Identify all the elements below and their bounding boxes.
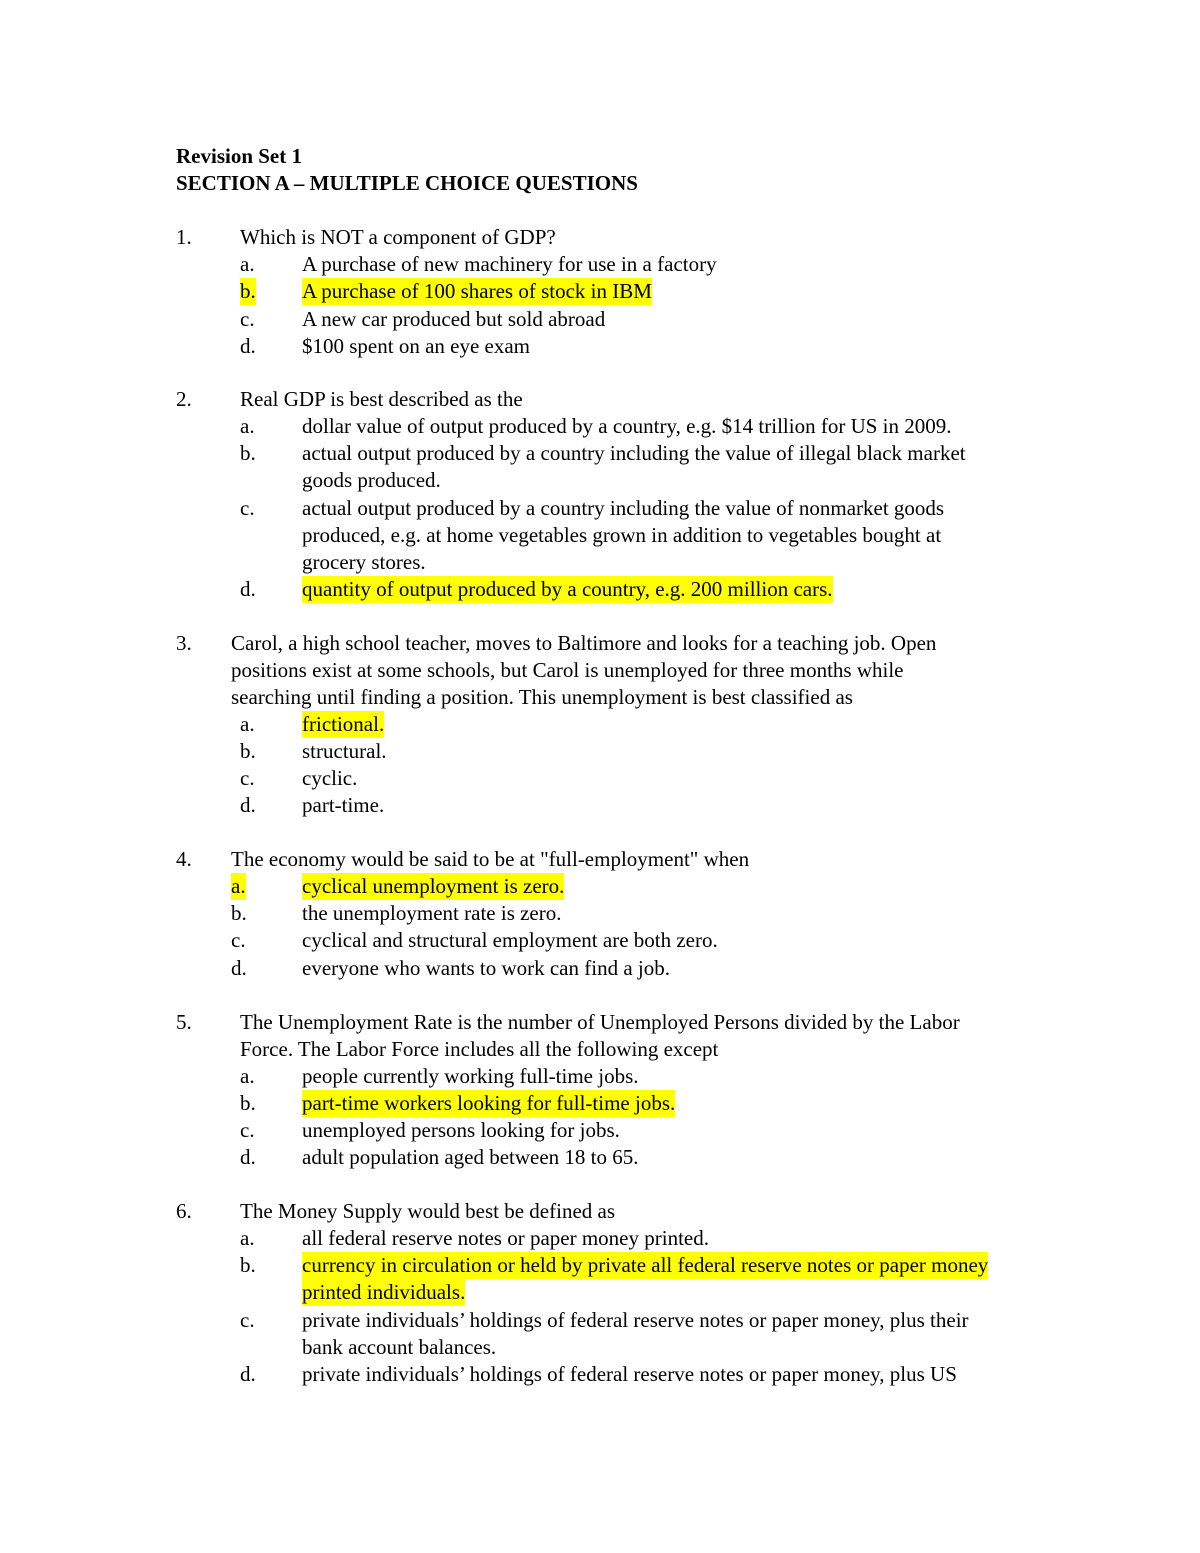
option-text: produced, e.g. at home vegetables grown in addition to vegetables bought at [302,523,942,547]
option-letter: c. [231,928,246,952]
option-letter: c. [240,1308,255,1332]
option-letter: a. [240,1064,255,1088]
document-title: Revision Set 1 [176,144,302,168]
option-text: dollar value of output produced by a country, e.g. $14 trillion for US in 2009. [302,414,952,438]
correct-answer-highlight: A purchase of 100 shares of stock in IBM [302,279,652,303]
question-stem: The Money Supply would best be defined as [240,1199,616,1223]
option-letter: b. [240,1091,256,1115]
question-stem: Carol, a high school teacher, moves to Baltimore and looks for a teaching job. Open [231,631,937,655]
option-letter: c. [240,766,255,790]
question-number: 2. [176,387,192,411]
option-text: actual output produced by a country including the value of illegal black market [302,441,966,465]
option-text: the unemployment rate is zero. [302,901,562,925]
option-letter: d. [240,334,256,358]
option-text: unemployed persons looking for jobs. [302,1118,620,1142]
option-letter: b. [240,1253,256,1277]
correct-answer-highlight: currency in circulation or held by private all federal reserve notes or paper money [302,1253,989,1277]
option-letter: d. [240,1145,256,1169]
question-stem: searching until finding a position. This unemployment is best classified as [231,685,853,709]
option-letter: d. [240,577,256,601]
option-letter: d. [240,1362,256,1386]
option-text: A purchase of new machinery for use in a factory [302,252,717,276]
question-stem: The Unemployment Rate is the number of Unemployed Persons divided by the Labor [240,1010,960,1034]
option-text: private individuals’ holdings of federal reserve notes or paper money, plus their [302,1308,969,1332]
option-letter: c. [240,496,255,520]
option-letter: a. [240,252,255,276]
option-letter: a. [240,1226,255,1250]
option-letter: c. [240,307,255,331]
correct-answer-highlight: cyclical unemployment is zero. [302,874,565,898]
question-stem: positions exist at some schools, but Carol is unemployed for three months while [231,658,904,682]
option-letter-highlighted: a. [231,874,246,898]
question-number: 1. [176,225,192,249]
option-text: A new car produced but sold abroad [302,307,606,331]
question-stem: Force. The Labor Force includes all the following except [240,1037,719,1061]
option-text: adult population aged between 18 to 65. [302,1145,639,1169]
option-text: structural. [302,739,387,763]
option-letter: a. [240,712,255,736]
option-letter: d. [240,793,256,817]
option-text: all federal reserve notes or paper money printed. [302,1226,709,1250]
option-letter: b. [240,441,256,465]
option-text: cyclical and structural employment are both zero. [302,928,718,952]
question-number: 4. [176,847,192,871]
correct-answer-highlight: part-time workers looking for full-time jobs. [302,1091,676,1115]
correct-answer-highlight: printed individuals. [302,1280,466,1304]
option-text: people currently working full-time jobs. [302,1064,639,1088]
option-letter: b. [240,739,256,763]
option-text: $100 spent on an eye exam [302,334,531,358]
option-text: everyone who wants to work can find a job. [302,956,670,980]
option-letter: b. [231,901,247,925]
correct-answer-highlight: frictional. [302,712,385,736]
option-letter: c. [240,1118,255,1142]
option-text: part-time. [302,793,385,817]
option-text: cyclic. [302,766,358,790]
option-text: goods produced. [302,468,441,492]
option-text: private individuals’ holdings of federal reserve notes or paper money, plus US [302,1362,957,1386]
question-number: 3. [176,631,192,655]
option-letter-highlighted: b. [240,279,256,303]
option-text: actual output produced by a country including the value of nonmarket goods [302,496,945,520]
question-stem: Which is NOT a component of GDP? [240,225,556,249]
option-text: bank account balances. [302,1335,497,1359]
option-letter: d. [231,956,247,980]
question-stem: Real GDP is best described as the [240,387,523,411]
option-text: grocery stores. [302,550,426,574]
question-stem: The economy would be said to be at "full-employment" when [231,847,750,871]
correct-answer-highlight: quantity of output produced by a country, e.g. 200 million cars. [302,577,833,601]
question-number: 5. [176,1010,192,1034]
question-number: 6. [176,1199,192,1223]
option-letter: a. [240,414,255,438]
section-heading: SECTION A – MULTIPLE CHOICE QUESTIONS [176,171,638,195]
